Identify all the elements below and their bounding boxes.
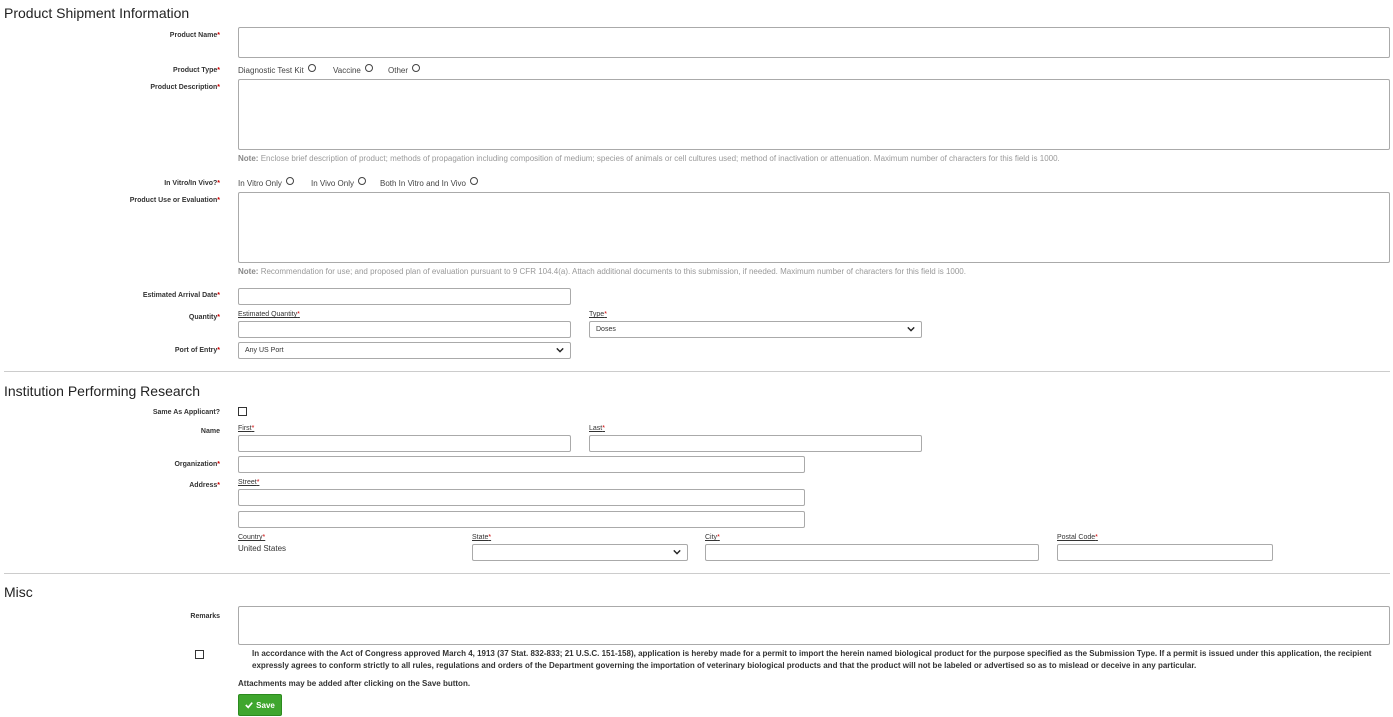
estimated-quantity-input[interactable] (238, 321, 571, 338)
section-title-misc: Misc (4, 584, 33, 600)
product-use-note: Note: Recommendation for use; and proposed plan of evaluation pursuant to 9 CFR 104.4(a). Attach additional documents to this submission, if needed. Maximum number of characters for this field is 1000. (238, 267, 966, 276)
chevron-down-icon (907, 325, 915, 333)
chevron-down-icon (556, 346, 564, 354)
state-select[interactable] (472, 544, 688, 561)
section-title-product: Product Shipment Information (4, 5, 190, 21)
address-label: Address* (189, 482, 220, 489)
institution-name-label: Name (200, 428, 220, 435)
product-type-diagnostic[interactable]: Diagnostic Test Kit (238, 64, 316, 75)
check-icon (245, 701, 253, 709)
vitro-option-in-vitro[interactable]: In Vitro Only (238, 177, 294, 188)
product-name-input[interactable] (238, 27, 1390, 58)
organization-label: Organization* (174, 461, 220, 468)
section-divider (4, 573, 1390, 574)
product-type-label: Product Type* (173, 67, 220, 74)
estimated-quantity-label: Estimated Quantity* (238, 311, 300, 318)
radio-icon[interactable] (286, 177, 294, 185)
radio-icon[interactable] (308, 64, 316, 72)
product-description-label: Product Description* (150, 84, 220, 91)
street-label: Street* (238, 479, 260, 486)
quantity-label: Quantity* (188, 314, 220, 321)
same-as-applicant-label: Same As Applicant? (152, 409, 220, 416)
attachments-note: Attachments may be added after clicking on the Save button. (238, 679, 471, 688)
organization-input[interactable] (238, 456, 805, 473)
port-of-entry-label: Port of Entry* (174, 347, 220, 354)
section-divider (4, 371, 1390, 372)
state-label: State* (472, 534, 492, 541)
product-description-textarea[interactable] (238, 79, 1390, 150)
radio-icon[interactable] (365, 64, 373, 72)
last-name-label: Last* (589, 425, 605, 432)
product-name-label: Product Name* (169, 32, 220, 39)
vitro-option-both[interactable]: Both In Vitro and In Vivo (380, 177, 478, 188)
port-of-entry-select[interactable]: Any US Port (238, 342, 571, 359)
quantity-type-select[interactable]: Doses (589, 321, 922, 338)
first-name-label: First* (238, 425, 255, 432)
save-button[interactable]: Save (238, 694, 282, 716)
product-description-note: Note: Enclose brief description of product; methods of propagation including composition of medium; species of animals or cell cultures used; method of inactivation or attenuation. Maximum number of characters for this field is 1000. (238, 154, 1060, 163)
agreement-text: In accordance with the Act of Congress approved March 4, 1913 (37 Stat. 832-833; 21 U.S.C. 151-158), application is hereby made for a permit to import the herein named biological product for the purpose specified as the Submission Type. If a permit is issued under this application, the recipient expressly agrees to conform strictly to all rules, regulations and orders of the Department governing the importation of veterinary biological products and that the product will not be labeled or advertised so as to mislead or deceive in any particular. (252, 649, 1372, 670)
country-label: Country* (238, 534, 266, 541)
radio-icon[interactable] (412, 64, 420, 72)
street-line1-input[interactable] (238, 489, 805, 506)
arrival-date-input[interactable] (238, 288, 571, 305)
section-title-institution: Institution Performing Research (4, 383, 201, 399)
product-use-label: Product Use or Evaluation* (129, 197, 220, 204)
same-as-applicant-checkbox[interactable] (238, 407, 247, 416)
remarks-label: Remarks (190, 613, 220, 620)
product-type-other[interactable]: Other (388, 64, 420, 75)
country-value: United States (238, 544, 287, 553)
street-line2-input[interactable] (238, 511, 805, 528)
radio-icon[interactable] (470, 177, 478, 185)
product-type-vaccine[interactable]: Vaccine (333, 64, 373, 75)
radio-icon[interactable] (358, 177, 366, 185)
last-name-input[interactable] (589, 435, 922, 452)
city-input[interactable] (705, 544, 1039, 561)
postal-code-label: Postal Code* (1057, 534, 1098, 541)
arrival-date-label: Estimated Arrival Date* (142, 292, 220, 299)
chevron-down-icon (673, 548, 681, 556)
quantity-type-label: Type* (589, 311, 607, 318)
postal-code-input[interactable] (1057, 544, 1273, 561)
agreement-checkbox[interactable] (195, 650, 204, 659)
product-use-textarea[interactable] (238, 192, 1390, 263)
remarks-textarea[interactable] (238, 606, 1390, 645)
vitro-option-in-vivo[interactable]: In Vivo Only (311, 177, 366, 188)
city-label: City* (705, 534, 720, 541)
vitro-vivo-label: In Vitro/In Vivo?* (164, 180, 220, 187)
first-name-input[interactable] (238, 435, 571, 452)
